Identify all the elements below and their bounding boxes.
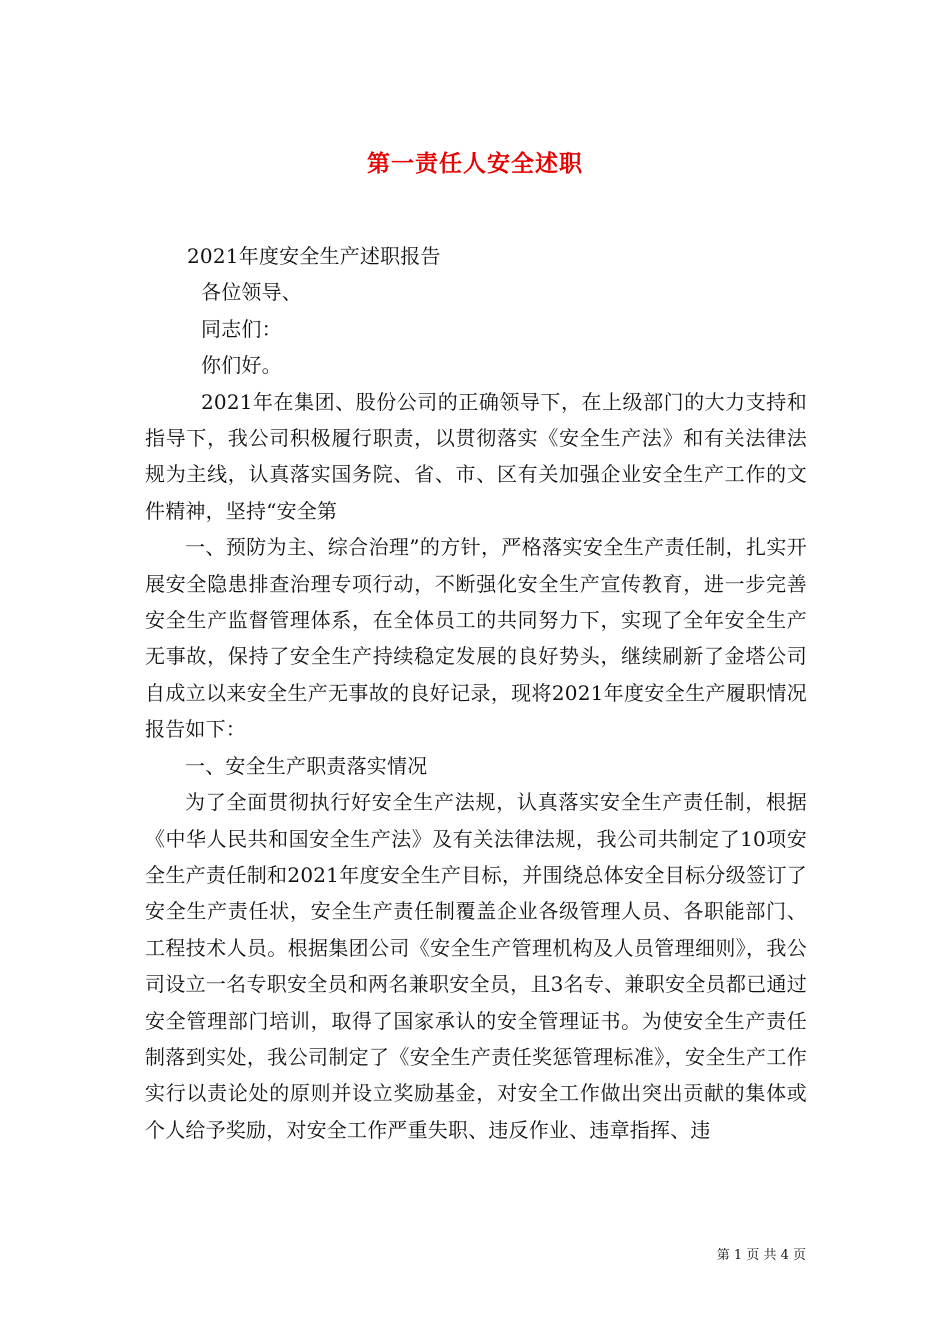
page-title: 第一责任人安全述职 [367,150,583,178]
report-heading: 2021年度安全生产述职报告 [187,244,441,268]
document-body [145,238,807,1148]
section-heading: 一、安全生产职责落实情况 [185,753,428,778]
paragraph-intro: 2021年在集团、股份公司的正确领导下，在上级部门的大力支持和指导下，我公司积极履行职责，以贯彻落实《安全生产法》和有关法律法规为主线，认真落实国务院、省、市、区有关加强企业安全生产工作的文件精神，坚持“安全第 [145,389,807,523]
greeting: 你们好。 [201,353,282,378]
salutation-comrades: 同志们： [201,316,282,341]
salutation-leaders: 各位领导、 [201,280,302,305]
paragraph-summary: 一、预防为主、综合治理”的方针，严格落实安全生产责任制，扎实开展安全隐患排查治理专项行动，不断强化安全生产宣传教育，进一步完善安全生产监督管理体系，在全体员工的共同努力下，实现了全年安全生产无事故，保持了安全生产持续稳定发展的良好势头，继续刷新了金塔公司自成立以来安全生产无事故的良好记录，现将2021年度安全生产履职情况报告如下： [145,535,807,742]
paragraph-responsibility: 为了全面贯彻执行好安全生产法规，认真落实安全生产责任制，根据《中华人民共和国安全生产法》及有关法律法规，我公司共制定了10项安全生产责任制和2021年度安全生产目标，并围绕总体安全目标分级签订了安全生产责任状，安全生产责任制覆盖企业各级管理人员、各职能部门、工程技术人员。根据集团公司《安全生产管理机构及人员管理细则》，我公司设立一名专职安全员和两名兼职安全员，且3名专、兼职安全员都已通过安全管理部门培训，取得了国家承认的安全管理证书。为使安全生产责任制落到实处，我公司制定了《安全生产责任奖惩管理标准》，安全生产工作实行以责论处的原则并设立奖励基金，对安全工作做出突出贡献的集体或个人给予奖励，对安全工作严重失职、违反作业、违章指挥、违 [145,790,807,1142]
page-indicator: 第 1 页 共 4 页 [716,1248,806,1263]
